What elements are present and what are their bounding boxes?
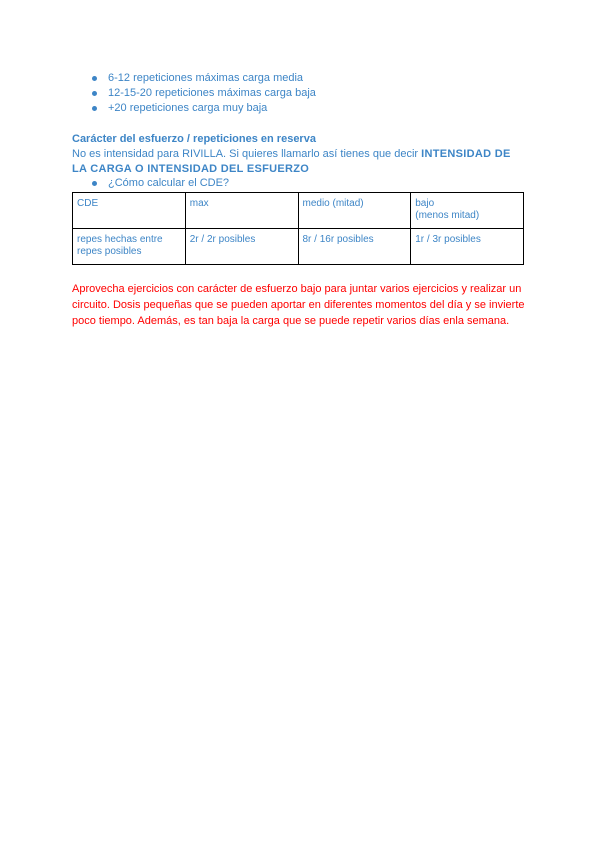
cell-line: bajo bbox=[415, 198, 435, 209]
list-item: +20 repeticiones carga muy baja bbox=[90, 101, 527, 116]
intro-strong-text: INTENSIDAD DE LA CARGA O INTENSIDAD DEL ESFUERZO bbox=[72, 148, 511, 175]
table-cell: 2r / 2r posibles bbox=[185, 229, 298, 265]
table-row bbox=[73, 229, 524, 265]
list-item: 6-12 repeticiones máximas carga media bbox=[90, 71, 527, 86]
table-cell: CDE bbox=[73, 193, 186, 229]
section-heading: Carácter del esfuerzo / repeticiones en reserva bbox=[72, 133, 316, 145]
list-item: ¿Cómo calcular el CDE? bbox=[90, 177, 527, 190]
list-item: 12-15-20 repeticiones máximas carga baja bbox=[90, 86, 527, 101]
table-cell: 8r / 16r posibles bbox=[298, 229, 411, 265]
table-cell: medio (mitad) bbox=[298, 193, 411, 229]
red-note-paragraph: Aprovecha ejercicios con carácter de esfuerzo bajo para juntar varios ejercicios y realizar un circuito. Dosis pequeñas que se pueden aportar en diferentes momentos del día y se invierte poco tiempo. Además, es tan baja la carga que se puede repetir varios días enla semana. bbox=[72, 283, 525, 327]
cde-table bbox=[72, 192, 524, 265]
table-cell bbox=[411, 193, 524, 229]
table-header-row bbox=[73, 193, 524, 229]
table-cell: repes hechas entre repes posibles bbox=[73, 229, 186, 265]
table-cell: 1r / 3r posibles bbox=[411, 229, 524, 265]
table-cell: max bbox=[185, 193, 298, 229]
cell-line: (menos mitad) bbox=[415, 210, 480, 221]
question-list bbox=[72, 177, 527, 190]
page-content bbox=[72, 71, 527, 329]
repetitions-list bbox=[72, 71, 527, 116]
intro-paragraph bbox=[72, 147, 527, 177]
intro-text: No es intensidad para RIVILLA. Si quieres llamarlo así tienes que decir bbox=[72, 148, 422, 160]
